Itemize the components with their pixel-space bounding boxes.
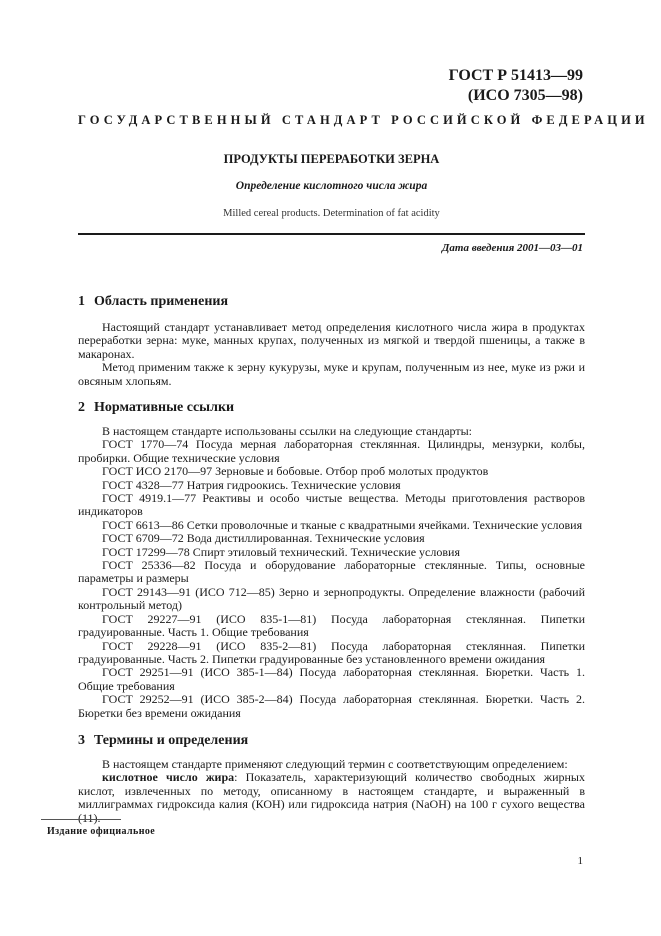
- term-text: : Показатель, характеризующий количество свободных жирных кислот, извлеченных по методу, описанному в настоящем стандарте, и выраженный в миллиграммах гидроксида калия (КОН) или гидроксида натрия (NaOH) на 100 г сухого вещества (11).: [78, 770, 585, 825]
- section-3-body: [78, 758, 585, 825]
- reference-item: ГОСТ 1770—74 Посуда мерная лабораторная стеклянная. Цилиндры, мензурки, колбы, пробирки. Общие технические условия: [78, 437, 585, 465]
- edition-note: Издание официальное: [47, 826, 156, 837]
- section-2-heading: [78, 400, 234, 416]
- section-1-body: [78, 321, 585, 388]
- section-1-title: Область применения: [94, 294, 229, 309]
- reference-item: ГОСТ 4919.1—77 Реактивы и особо чистые вещества. Методы приготовления растворов индикаторов: [78, 491, 585, 519]
- section-2-body: [78, 425, 585, 720]
- section-1-heading: [78, 294, 228, 310]
- reference-item: ГОСТ 29251—91 (ИСО 385-1—84) Посуда лабораторная стеклянная. Бюретки. Часть 1. Общие требования: [78, 665, 585, 693]
- section-3-number: 3: [78, 733, 85, 748]
- footer-divider: [41, 819, 121, 820]
- document-subtitle: Определение кислотного числа жира: [235, 180, 428, 192]
- standard-code-iso: (ИСО 7305—98): [467, 87, 583, 104]
- reference-item: ГОСТ 29228—91 (ИСО 835-2—81) Посуда лабораторная стеклянная. Пипетки градуированные. Часть 2. Пипетки градуированные без установленного времени ожидания: [78, 638, 585, 666]
- section-1-paragraph: Настоящий стандарт устанавливает метод определения кислотного числа жира в продуктах переработки зерна: муке, манных крупах, полученных из мягкой и твердой пшеницы, а также в макаронах.: [78, 320, 585, 361]
- reference-item: ГОСТ ИСО 2170—97 Зерновые и бобовые. Отбор проб молотых продуктов: [102, 464, 489, 479]
- section-2-title: Нормативные ссылки: [94, 400, 235, 415]
- section-3-heading: [78, 733, 248, 749]
- reference-item: ГОСТ 17299—78 Спирт этиловый технический. Технические условия: [102, 544, 460, 559]
- reference-item: ГОСТ 6613—86 Сетки проволочные и тканые с квадратными ячейками. Технические условия: [102, 517, 583, 532]
- english-title: Milled cereal products. Determination of fat acidity: [223, 208, 440, 219]
- section-2-intro: В настоящем стандарте использованы ссылки на следующие стандарты:: [102, 424, 473, 438]
- standard-code-gost: ГОСТ Р 51413—99: [448, 67, 583, 84]
- section-3-intro: В настоящем стандарте применяют следующий термин с соответствующим определением:: [102, 757, 568, 771]
- section-1-paragraph: Метод применим также к зерну кукурузы, муке и крупам, полученным из нее, муке из ржи и овсяным хлопьям.: [78, 360, 585, 388]
- reference-item: ГОСТ 6709—72 Вода дистиллированная. Технические условия: [102, 531, 425, 546]
- reference-item: ГОСТ 29252—91 (ИСО 385-2—84) Посуда лабораторная стеклянная. Бюретки. Часть 2. Бюретки без времени ожидания: [78, 692, 585, 720]
- reference-item: ГОСТ 29143—91 (ИСО 712—85) Зерно и зернопродукты. Определение влажности (рабочий контрольный метод): [78, 584, 585, 613]
- reference-item: ГОСТ 25336—82 Посуда и оборудование лабораторные стеклянные. Типы, основные параметры и размеры: [78, 558, 585, 586]
- section-3-title: Термины и определения: [94, 733, 249, 748]
- standard-code: [449, 66, 583, 106]
- reference-item: ГОСТ 29227—91 (ИСО 835-1—81) Посуда лабораторная стеклянная. Пипетки градуированные. Часть 1. Общие требования: [78, 611, 585, 640]
- term-definition: [78, 771, 585, 825]
- section-1-number: 1: [78, 294, 85, 309]
- introduction-date: Дата введения 2001—03—01: [441, 242, 583, 254]
- section-2-number: 2: [78, 400, 85, 415]
- document-title: ПРОДУКТЫ ПЕРЕРАБОТКИ ЗЕРНА: [223, 152, 440, 166]
- term-name: кислотное число жира: [102, 770, 235, 785]
- federation-heading: ГОСУДАРСТВЕННЫЙ СТАНДАРТ РОССИЙСКОЙ ФЕДЕРАЦИИ: [78, 113, 649, 127]
- reference-item: ГОСТ 4328—77 Натрия гидроокись. Технические условия: [102, 477, 401, 492]
- header-divider: [78, 233, 585, 235]
- page-number: 1: [577, 855, 583, 867]
